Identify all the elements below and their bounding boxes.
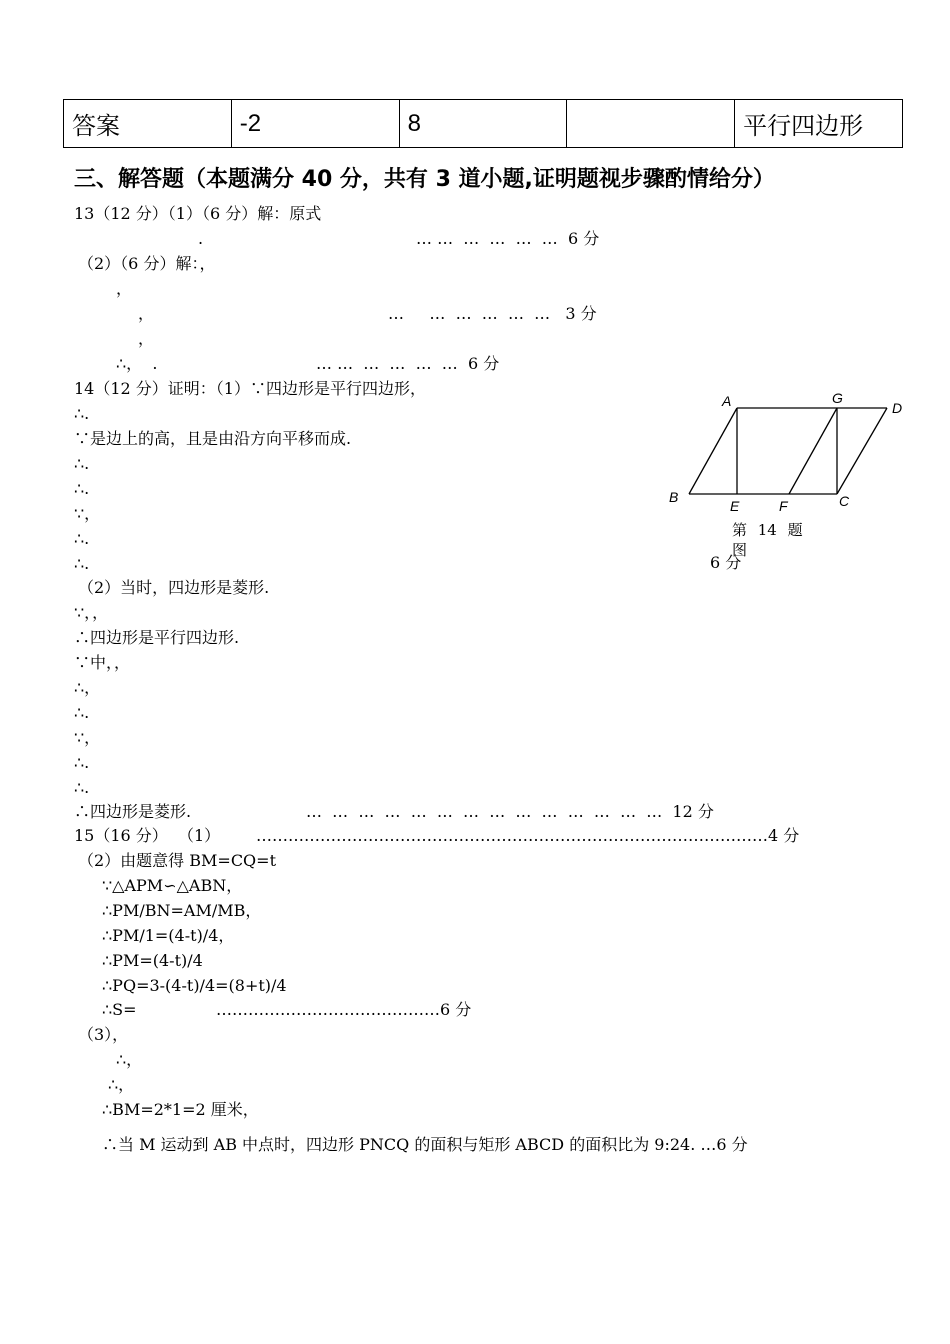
label-d: D — [892, 400, 903, 416]
text-line: ∴BM=2*1=2 厘米， — [102, 1100, 259, 1119]
text-line: ∴， — [108, 1075, 135, 1094]
text-line: ∴S= — [102, 1000, 137, 1019]
text-line: ∴. — [74, 703, 90, 722]
score-line: ……………………………………………………………………………………4 分 — [256, 826, 800, 845]
text-line: ∵，， — [74, 603, 109, 622]
answer-cell — [567, 100, 735, 148]
label-e: E — [730, 498, 740, 514]
figure-score: 6 分 — [710, 553, 742, 572]
text-line: ∴PM/BN=AM/MB， — [102, 901, 262, 920]
text-line: ∴PQ=3-(4-t)/4=(8+t)/4 — [102, 976, 287, 995]
answer-table — [63, 99, 903, 148]
text-line: ∴， . — [116, 354, 158, 373]
text-line: （2）当时，四边形是菱形. — [78, 578, 270, 597]
text-line: （2）（6 分）解：， — [78, 254, 216, 273]
label-c: C — [839, 493, 850, 509]
text-line: ∴PM/1=(4-t)/4， — [102, 926, 235, 945]
text-line: ∴PM=(4-t)/4 — [102, 951, 203, 970]
answer-cell: -2 — [231, 100, 399, 148]
text-line: （3）， — [78, 1025, 129, 1044]
text-line: ∴. — [74, 454, 90, 473]
text-line: ∴， — [116, 1050, 143, 1069]
text-line: ， — [138, 329, 155, 348]
text-line: ∴. — [74, 554, 90, 573]
text-line: ∵， — [74, 728, 101, 747]
text-line: . — [198, 229, 204, 248]
answer-row — [64, 100, 903, 148]
text-line: ∵△APM∽△ABN， — [102, 876, 243, 895]
label-a: A — [722, 393, 732, 409]
text-line: 13（12 分）（1）（6 分）解：原式 — [74, 204, 322, 223]
score-line: … … … … … … … … … … … … … … 12 分 — [306, 802, 714, 821]
text-line: 14（12 分）证明：（1）∵四边形是平行四边形， — [74, 379, 426, 398]
text-line: 15（16 分） （1） — [74, 826, 221, 845]
label-g: G — [832, 390, 843, 406]
text-line: ∴四边形是菱形. — [74, 802, 192, 821]
label-f: F — [779, 498, 788, 514]
text-line: ， — [116, 279, 133, 298]
section-title: 三、解答题（本题满分 40 分，共有 3 道小题,证明题视步骤酌情给分） — [74, 167, 775, 192]
score-line: … … … … … … 6 分 — [416, 229, 600, 248]
answer-cell: 答案 — [64, 100, 232, 148]
score-line: … … … … … … 3 分 — [388, 304, 597, 323]
text-line: ∴当 M 运动到 AB 中点时，四边形 PNCQ 的面积与矩形 ABCD 的面积比为 9:24. …6 分 — [102, 1135, 748, 1154]
text-line: ∴. — [74, 479, 90, 498]
text-line: ∴. — [74, 529, 90, 548]
text-line: ∵， — [74, 504, 101, 523]
text-line: ∴， — [74, 678, 101, 697]
figure-caption: 第 14 题图 — [732, 521, 803, 559]
text-line: （2）由题意得 BM=CQ=t — [78, 851, 277, 870]
answer-cell: 8 — [399, 100, 567, 148]
text-line: ∴. — [74, 753, 90, 772]
text-line: ∴. — [74, 404, 90, 423]
text-line: ∴. — [74, 778, 90, 797]
text-line: ∵中，， — [74, 653, 131, 672]
label-b: B — [669, 489, 679, 505]
score-line: ……………………………………6 分 — [216, 1000, 472, 1019]
text-line: ， — [138, 304, 155, 323]
score-line: … … … … … … 6 分 — [316, 354, 500, 373]
text-line: ∴四边形是平行四边形. — [74, 628, 240, 647]
text-line: ∵是边上的高，且是由沿方向平移而成. — [74, 429, 352, 448]
parallelogram-figure — [662, 388, 912, 518]
answer-cell: 平行四边形 — [735, 100, 903, 148]
